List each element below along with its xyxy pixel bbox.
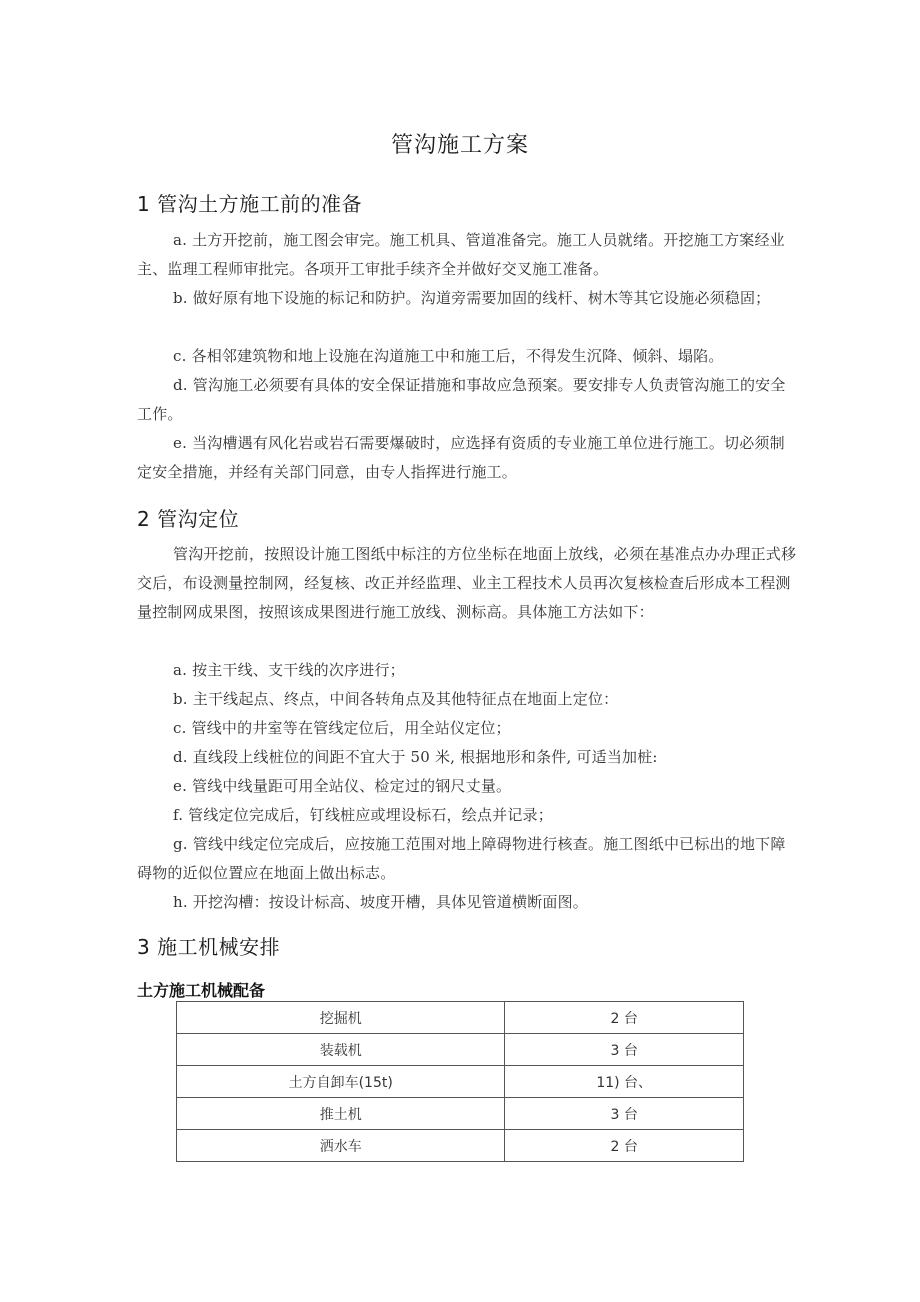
- section-2-item-f: f. 管线定位完成后，钉线桩应或埋设标石，绘点并记录；: [173, 806, 553, 824]
- section-2-intro: 管沟开挖前，按照设计施工图纸中标注的方位坐标在地面上放线，必须在基准点办办理正式移交后，布设测量控制网，经复核、改正并经监理、业主工程技术人员再次复核检查后形成本工程测量控制网成果图，按照该成果图进行施工放线、测标高。具体施工方法如下：: [137, 545, 797, 621]
- machinery-table: [176, 1001, 744, 1162]
- section-2-item-b: b. 主干线起点、终点，中间各转角点及其他特征点在地面上定位：: [173, 690, 619, 708]
- table-row: [177, 1002, 744, 1034]
- machine-count-cell: 2 台: [505, 1002, 744, 1034]
- section-2-item-h: h. 开挖沟槽：按设计标高、坡度开槽，具体见管道横断面图。: [173, 893, 588, 911]
- section-2-heading: 2 管沟定位: [137, 507, 240, 531]
- section-1-para-c: c. 各相邻建筑物和地上设施在沟道施工中和施工后，不得发生沉降、倾斜、塌陷。: [173, 347, 724, 365]
- machine-name-cell: 土方自卸车(15t): [177, 1066, 505, 1098]
- machinery-table-caption: 土方施工机械配备: [137, 981, 266, 1000]
- table-row: [177, 1098, 744, 1130]
- table-row: [177, 1130, 744, 1162]
- section-1-heading: 1 管沟土方施工前的准备: [137, 192, 363, 216]
- page-title: 管沟施工方案: [390, 133, 529, 158]
- machine-name-cell: 洒水车: [177, 1130, 505, 1162]
- section-2-item-c: c. 管线中的井室等在管线定位后，用全站仪定位；: [173, 719, 511, 737]
- machine-name-cell: 挖掘机: [177, 1002, 505, 1034]
- section-1-para-b: b. 做好原有地下设施的标记和防护。沟道旁需要加固的线杆、树木等其它设施必须稳固；: [173, 289, 771, 307]
- machine-name-cell: 装载机: [177, 1034, 505, 1066]
- section-2-item-d: d. 直线段上线桩位的间距不宜大于 50 米, 根据地形和条件, 可适当加桩:: [173, 748, 658, 766]
- section-1-para-d: d. 管沟施工必须要有具体的安全保证措施和事故应急预案。要安排专人负责管沟施工的安全工作。: [137, 376, 786, 423]
- section-1-para-a: a. 土方开挖前，施工图会审完。施工机具、管道准备完。施工人员就绪。开挖施工方案经业主、监理工程师审批完。各项开工审批手续齐全并做好交叉施工准备。: [137, 231, 785, 278]
- section-3-heading: 3 施工机械安排: [137, 935, 281, 959]
- section-2-item-e: e. 管线中线量距可用全站仪、检定过的钢尺丈量。: [173, 777, 512, 795]
- section-2-item-g: g. 管线中线定位完成后，应按施工范围对地上障碍物进行核查。施工图纸中已标出的地下障碍物的近似位置应在地面上做出标志。: [137, 835, 786, 882]
- machine-count-cell: 11) 台、: [505, 1066, 744, 1098]
- machine-name-cell: 推土机: [177, 1098, 505, 1130]
- table-row: [177, 1034, 744, 1066]
- machine-count-cell: 3 台: [505, 1098, 744, 1130]
- machine-count-cell: 2 台: [505, 1130, 744, 1162]
- table-row: [177, 1066, 744, 1098]
- section-1-para-e: e. 当沟槽遇有风化岩或岩石需要爆破时，应选择有资质的专业施工单位进行施工。切必须制定安全措施，并经有关部门同意，由专人指挥进行施工。: [137, 434, 785, 481]
- machine-count-cell: 3 台: [505, 1034, 744, 1066]
- section-2-item-a: a. 按主干线、支干线的次序进行；: [173, 661, 405, 679]
